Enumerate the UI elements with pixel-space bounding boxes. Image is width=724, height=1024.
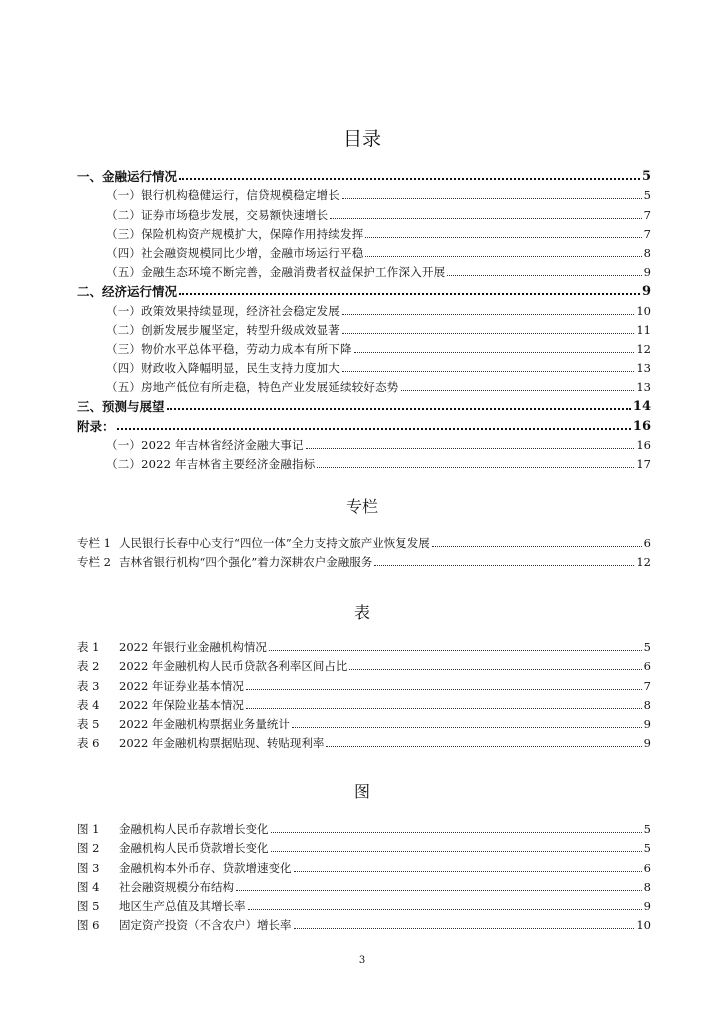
figure-entry-page-number: 9 <box>643 898 651 913</box>
table-entry-prefix: 表 5 <box>77 716 100 731</box>
toc-entry[interactable] <box>77 434 651 453</box>
toc-entry-label <box>106 304 340 319</box>
dot-leader <box>294 928 635 929</box>
table-entry[interactable] <box>77 636 651 655</box>
toc-entry[interactable] <box>77 261 651 280</box>
table-entry-label <box>77 717 290 732</box>
figure-entry-text: 金融机构人民币存款增长变化 <box>119 822 269 837</box>
toc-entry-label <box>106 227 363 242</box>
column-entry-text: 人民银行长春中心支行“四位一体”全力支持文旅产业恢复发展 <box>119 536 430 551</box>
dot-leader <box>342 371 634 372</box>
figure-entry[interactable] <box>77 876 651 895</box>
table-entry-page-number: 9 <box>643 716 651 731</box>
figure-entry-text: 金融机构人民币贷款增长变化 <box>119 841 269 856</box>
toc-entry-label <box>106 380 399 395</box>
column-entry-page-number: 12 <box>636 555 651 570</box>
toc-entry[interactable] <box>77 242 651 261</box>
table-entry-text: 2022 年金融机构票据业务量统计 <box>119 716 290 731</box>
dot-leader <box>432 546 642 547</box>
toc-entry-page-number: 17 <box>636 457 651 471</box>
toc-entry[interactable] <box>77 223 651 242</box>
dot-leader <box>330 218 641 219</box>
dot-leader <box>306 448 635 449</box>
column-entry-page-number: 6 <box>643 536 651 551</box>
table-entry-label <box>77 640 267 655</box>
toc-entry-label <box>106 361 340 376</box>
dot-leader <box>246 708 642 709</box>
figure-entry-prefix: 图 2 <box>77 841 100 856</box>
figure-entry[interactable] <box>77 914 651 933</box>
toc-entry-page-number: 13 <box>636 380 651 395</box>
figures-heading: 图 <box>353 782 370 801</box>
toc-entry[interactable] <box>77 376 651 395</box>
table-entry[interactable] <box>77 713 651 732</box>
table-entry-label <box>77 698 244 713</box>
toc-entry-page-number: 7 <box>643 207 651 222</box>
toc-entry-page-number: 16 <box>632 418 651 434</box>
table-entry-page-number: 5 <box>643 640 651 655</box>
table-entry-prefix: 表 4 <box>77 697 100 712</box>
toc-entry[interactable] <box>77 165 651 184</box>
figure-entry[interactable] <box>77 818 651 837</box>
column-entry[interactable] <box>77 551 651 570</box>
dot-leader <box>236 890 642 891</box>
dot-leader <box>179 293 640 295</box>
dot-leader <box>365 256 641 257</box>
toc-entry-text: （二）创新发展步履坚定，转型升级成效显著 <box>106 322 340 337</box>
figure-entry-prefix: 图 5 <box>77 898 100 913</box>
figure-entry[interactable] <box>77 856 651 875</box>
toc-entry-label <box>106 457 315 472</box>
dot-leader <box>342 314 634 315</box>
figure-entry-prefix: 图 6 <box>77 918 100 933</box>
columns-list <box>77 532 651 570</box>
column-entry-label <box>77 555 372 570</box>
table-entry-text: 2022 年金融机构票据贴现、转贴现利率 <box>119 736 325 751</box>
toc-entry-text: （五）金融生态环境不断完善，金融消费者权益保护工作深入开展 <box>106 265 446 280</box>
dot-leader <box>374 565 634 566</box>
table-entry[interactable] <box>77 694 651 713</box>
table-entry-text: 2022 年保险业基本情况 <box>119 697 244 712</box>
table-entry-label <box>77 679 244 694</box>
toc-entry-page-number: 7 <box>643 226 651 241</box>
figure-entry[interactable] <box>77 837 651 856</box>
toc-entry-page-number: 13 <box>636 361 651 376</box>
toc-entry[interactable] <box>77 299 651 318</box>
dot-leader <box>326 746 641 747</box>
figure-entry-page-number: 8 <box>643 879 651 894</box>
dot-leader <box>354 352 635 353</box>
dot-leader <box>342 198 642 199</box>
table-entry[interactable] <box>77 732 651 751</box>
toc-entry[interactable] <box>77 357 651 376</box>
toc-entry-label <box>77 419 115 434</box>
toc-entry-text: （一）银行机构稳健运行，信贷规模稳定增长 <box>106 188 340 203</box>
toc-entry-text: （一）政策效果持续显现，经济社会稳定发展 <box>106 303 340 318</box>
toc-entry-page-number: 5 <box>643 188 651 203</box>
toc-entry-label <box>106 188 340 203</box>
toc-entry-label <box>106 208 328 223</box>
table-entry-text: 2022 年证券业基本情况 <box>119 678 244 693</box>
dot-leader <box>271 851 642 852</box>
table-entry-text: 2022 年银行业金融机构情况 <box>119 640 267 655</box>
toc-entry-text: 一、金融运行情况 <box>77 169 178 185</box>
dot-leader <box>342 333 634 334</box>
table-entry-prefix: 表 3 <box>77 678 100 693</box>
dot-leader <box>179 178 640 180</box>
dot-leader <box>167 408 631 410</box>
table-entry-text: 2022 年金融机构人民币贷款各利率区间占比 <box>119 659 348 674</box>
toc-entry[interactable] <box>77 395 651 414</box>
dot-leader <box>269 650 642 651</box>
figure-entry-page-number: 6 <box>643 860 651 875</box>
table-entry-label <box>77 659 347 674</box>
figure-entry-text: 社会融资规模分布结构 <box>119 879 234 894</box>
toc-entry-label <box>106 246 363 261</box>
toc-entry-page-number: 5 <box>641 169 651 185</box>
toc-entry-page-number: 8 <box>643 245 651 260</box>
figure-entry-page-number: 10 <box>636 918 651 933</box>
table-entry[interactable] <box>77 655 651 674</box>
toc-entry[interactable] <box>77 184 651 203</box>
figure-entry-label <box>77 841 269 856</box>
toc-entry-text: 附录： <box>77 418 115 434</box>
toc-entry-label <box>106 265 445 280</box>
toc-entry-text: （一）2022 年吉林省经济金融大事记 <box>106 437 304 452</box>
toc-entry[interactable] <box>77 338 651 357</box>
dot-leader <box>271 832 642 833</box>
table-entry-page-number: 6 <box>643 659 651 674</box>
toc-entry-label <box>106 323 340 338</box>
toc-entry-label <box>106 438 304 453</box>
contents-list <box>77 165 651 472</box>
dot-leader <box>246 689 642 690</box>
column-entry-prefix: 专栏 1 <box>77 536 111 551</box>
toc-entry-label <box>77 169 177 184</box>
toc-entry-page-number: 10 <box>636 303 651 318</box>
figure-entry-label <box>77 880 234 895</box>
column-entry-prefix: 专栏 2 <box>77 555 111 570</box>
dot-leader <box>349 669 641 670</box>
figure-entry-text: 固定资产投资（不含农户）增长率 <box>119 918 292 933</box>
table-entry[interactable] <box>77 674 651 693</box>
toc-title: 目录 <box>342 128 381 150</box>
toc-entry-text: 二、经济运行情况 <box>77 284 178 300</box>
figure-entry-page-number: 5 <box>643 822 651 837</box>
figure-entry[interactable] <box>77 895 651 914</box>
table-entry-prefix: 表 6 <box>77 736 100 751</box>
tables-heading: 表 <box>353 603 370 622</box>
toc-entry-label <box>106 342 352 357</box>
figure-entry-text: 金融机构本外币存、贷款增速变化 <box>119 860 292 875</box>
dot-leader <box>365 237 641 238</box>
figure-entry-page-number: 5 <box>643 841 651 856</box>
toc-entry-text: （四）社会融资规模同比少增，金融市场运行平稳 <box>106 245 364 260</box>
table-entry-page-number: 8 <box>643 697 651 712</box>
tables-list <box>77 636 651 751</box>
table-entry-page-number: 9 <box>643 736 651 751</box>
toc-entry-text: （五）房地产低位有所走稳，特色产业发展延续较好态势 <box>106 380 399 395</box>
figure-entry-prefix: 图 4 <box>77 879 100 894</box>
columns-heading: 专栏 <box>345 497 378 516</box>
toc-entry-text: （三）物价水平总体平稳，劳动力成本有所下降 <box>106 341 352 356</box>
figures-list <box>77 818 651 933</box>
figure-entry-label <box>77 822 269 837</box>
toc-entry-page-number: 16 <box>636 437 651 452</box>
toc-entry-text: （三）保险机构资产规模扩大，保障作用持续发挥 <box>106 226 364 241</box>
figure-entry-label <box>77 899 246 914</box>
toc-entry[interactable] <box>77 280 651 299</box>
dot-leader <box>248 909 642 910</box>
page-number: 3 <box>358 955 366 966</box>
toc-entry[interactable] <box>77 453 651 472</box>
table-entry-prefix: 表 2 <box>77 659 100 674</box>
toc-entry-page-number: 9 <box>643 265 651 280</box>
dot-leader <box>401 390 635 391</box>
figure-entry-label <box>77 918 292 933</box>
column-entry-label <box>77 536 430 551</box>
toc-entry-page-number: 11 <box>636 322 651 337</box>
toc-entry-page-number: 9 <box>641 284 651 300</box>
figure-entry-text: 地区生产总值及其增长率 <box>119 898 246 913</box>
toc-entry-text: （四）财政收入降幅明显，民生支持力度加大 <box>106 361 340 376</box>
dot-leader <box>117 428 631 430</box>
toc-entry-text: （二）证券市场稳步发展，交易额快速增长 <box>106 207 329 222</box>
figure-entry-prefix: 图 3 <box>77 860 100 875</box>
toc-entry[interactable] <box>77 203 651 222</box>
toc-entry-text: 三、预测与展望 <box>77 399 165 415</box>
toc-entry-page-number: 14 <box>632 399 651 415</box>
toc-entry-text: （二）2022 年吉林省主要经济金融指标 <box>106 457 316 471</box>
dot-leader <box>447 275 641 276</box>
dot-leader <box>317 467 634 468</box>
figure-entry-prefix: 图 1 <box>77 822 100 837</box>
dot-leader <box>294 871 642 872</box>
table-entry-prefix: 表 1 <box>77 640 100 655</box>
dot-leader <box>292 727 642 728</box>
toc-entry[interactable] <box>77 414 651 433</box>
toc-entry-label <box>77 284 177 299</box>
table-entry-page-number: 7 <box>643 678 651 693</box>
toc-entry-label <box>77 399 165 414</box>
toc-entry[interactable] <box>77 319 651 338</box>
toc-entry-page-number: 12 <box>636 341 651 356</box>
column-entry-text: 吉林省银行机构“四个强化”着力深耕农户金融服务 <box>119 555 373 570</box>
figure-entry-label <box>77 861 292 876</box>
column-entry[interactable] <box>77 532 651 551</box>
table-entry-label <box>77 736 324 751</box>
